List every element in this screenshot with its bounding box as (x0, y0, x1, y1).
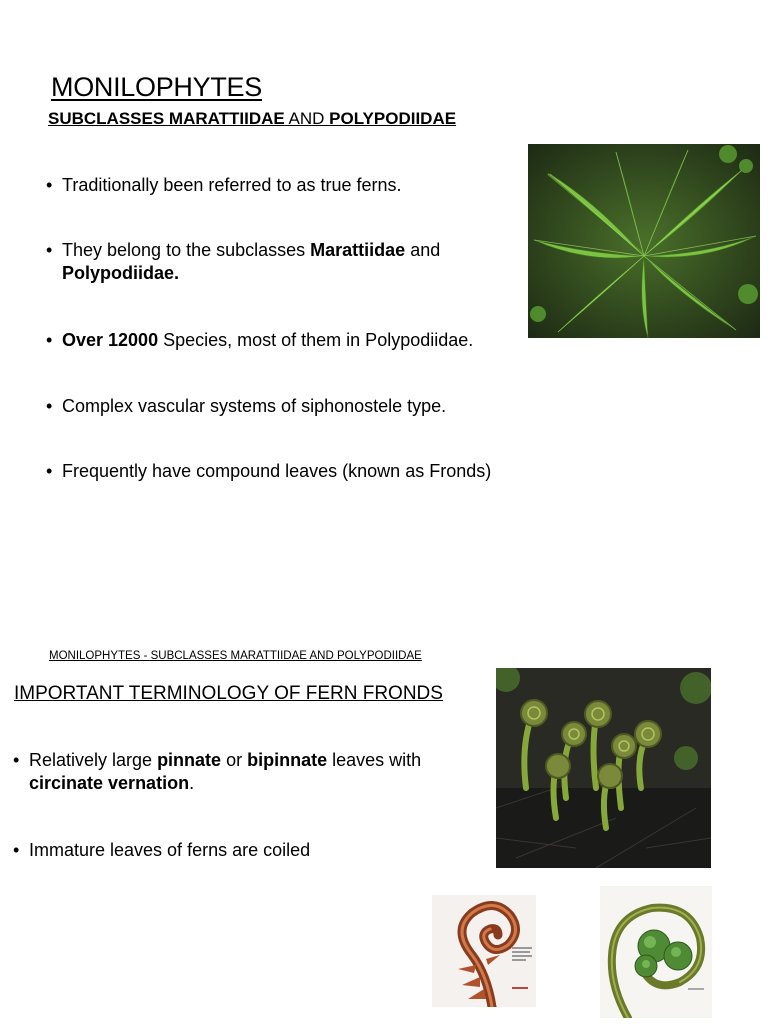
fern-photo (528, 144, 760, 338)
coiled-frond-brown-illustration (432, 895, 536, 1007)
slide-2 (0, 640, 768, 1024)
bullet-bold-text: Over 12000 (62, 330, 159, 350)
bullet-item (46, 460, 491, 483)
bullet-item (13, 749, 421, 795)
bullet-text: Immature leaves of ferns are coiled (29, 840, 311, 860)
bullet-text: and (405, 240, 441, 260)
bullet-bold-text: Marattiidae (310, 240, 406, 260)
bullet-text: leaves with (327, 750, 422, 770)
header-part-2: AND (306, 650, 337, 662)
subtitle-part-1: SUBCLASSES MARATTIIDAE (48, 109, 285, 128)
bullet-dot: • (46, 396, 53, 416)
bullet-bold-text: circinate vernation (29, 773, 190, 793)
bullet-item (13, 839, 310, 862)
bullet-text: or (221, 750, 248, 770)
slide-header (49, 650, 422, 662)
bullet-text: Complex vascular systems of siphonostele type. (62, 396, 447, 416)
bullet-bold-text: Polypodiidae. (62, 263, 180, 283)
section-title: IMPORTANT TERMINOLOGY OF FERN FRONDS (14, 683, 443, 704)
bullet-dot: • (46, 461, 53, 481)
bullet-dot: • (13, 750, 20, 770)
bullet-dot: • (46, 175, 53, 195)
bullet-text: Traditionally been referred to as true ferns. (62, 175, 402, 195)
fiddleheads-photo (496, 668, 711, 868)
bullet-dot: • (13, 840, 20, 860)
bullet-item (46, 395, 446, 418)
bullet-item (46, 174, 402, 197)
bullet-text: They belong to the subclasses (62, 240, 311, 260)
bullet-dot: • (46, 240, 53, 260)
bullet-text: . (189, 773, 195, 793)
bullet-bold-text: bipinnate (247, 750, 328, 770)
slide-title: MONILOPHYTES (51, 72, 262, 102)
bullet-item (46, 239, 440, 285)
header-part-1: MONILOPHYTES - SUBCLASSES MARATTIIDAE (49, 650, 307, 662)
bullet-text: Species, most of them in Polypodiidae. (158, 330, 474, 350)
slide-subtitle (48, 109, 456, 129)
bullet-text: Frequently have compound leaves (known as Fronds) (62, 461, 492, 481)
coiled-frond-green-illustration (600, 886, 712, 1018)
subtitle-part-3: POLYPODIIDAE (329, 109, 457, 128)
bullet-dot: • (46, 330, 53, 350)
bullet-text: Relatively large (29, 750, 158, 770)
subtitle-part-2: AND (284, 109, 330, 128)
header-part-3: POLYPODIIDAE (337, 650, 422, 662)
bullet-item (46, 329, 473, 352)
bullet-bold-text: pinnate (157, 750, 222, 770)
